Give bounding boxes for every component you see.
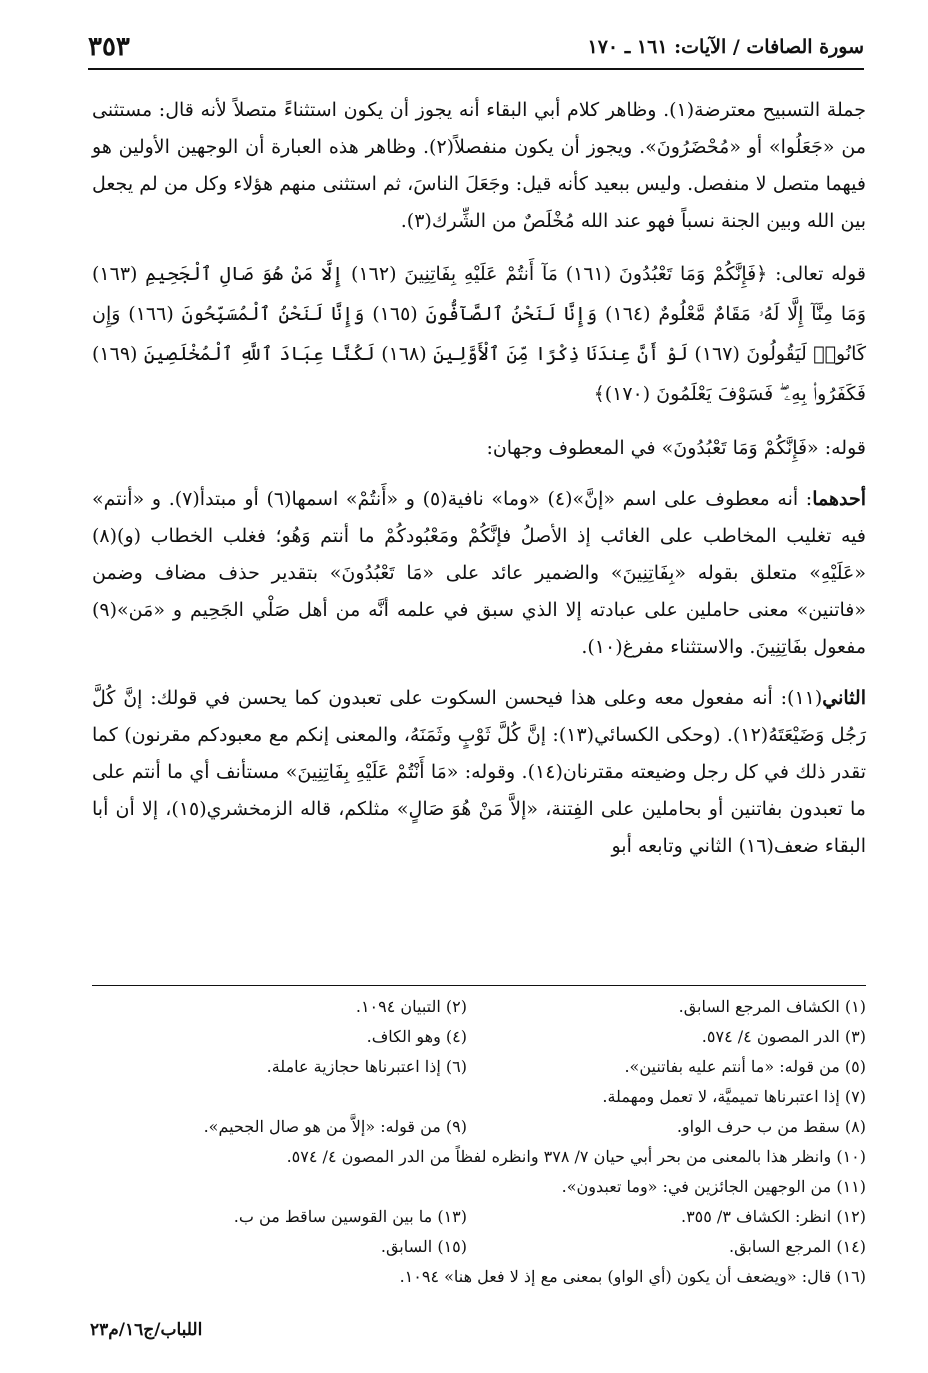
footnote: (١٥) السابق. (380, 1237, 467, 1256)
quran-block (92, 254, 866, 414)
footnote: (١٤) المرجع السابق. (728, 1237, 866, 1256)
footnote: (٩) من قوله: «إلاَّ من هو صال الجحيم». (203, 1117, 467, 1136)
first-view-text: : أنه معطوف على اسم «إنَّ»(٤) «وما» نافية(٥) و «أَنتُمْ» اسمها(٦) أو مبتدأ(٧). و «أنتم» فيه تغليب المخاطب على الغائب إذ الأصلُ فإنَّكُمْ ومَعْبُودكُمْ ما أنتم وَهُو؛ فغلب الخطاب (و)(٨) «عَلَيْهِ» متعلق بقوله «بِفَاتِنِينَ» والضمير عائد على «مَا تَعْبُدُونَ» بتقدير حذف مضاف وضمن «فاتنين» معنى حاملين على عبادته إلا الذي سبق في علمه أنَّه من أهل صَلْي الجَحِيم و «مَن»(٩) مفعول بفَاتِنِينَ. والاستثناء مفرغ(١٠). (92, 488, 866, 658)
footnote: (١٠) وانظر هذا بالمعنى من بحر أبي حيان ٧/ ٣٧٨ وانظره لفظاً من الدر المصون ٤/ ٥٧٤. (286, 1147, 866, 1166)
footnote: (١) الكشاف المرجع السابق. (678, 997, 866, 1016)
surah-title: سورة الصافات / الآيات: ١٦١ ـ ١٧٠ (587, 36, 864, 58)
footnote: (١١) من الوجهين الجائزين في: «وما تعبدون». (561, 1177, 866, 1196)
footnote: (٥) من قوله: «ما أنتم عليه بفاتنين». (624, 1057, 866, 1076)
footnote: (٦) إذا اعتبرناها حجازية عاملة. (266, 1057, 467, 1076)
footnote: (٨) سقط من ب حرف الواو. (676, 1117, 866, 1136)
paragraph-3 (92, 481, 866, 666)
signature-mark: اللباب/ج١٦/م٢٣ (90, 1320, 203, 1340)
quran-intro: قوله تعالى: (767, 263, 867, 285)
footnote: (٢) التبيان ١٠٩٤. (355, 997, 467, 1016)
page-number: ٣٥٣ (88, 32, 130, 62)
page-header (88, 26, 864, 70)
paragraph-2: قوله: «فَإِنَّكُمْ وَمَا تَعْبُدُونَ» في المعطوف وجهان: (486, 437, 866, 459)
footnote: (١٣) ما بين القوسين ساقط من ب. (233, 1207, 467, 1226)
first-view-label: أحدهما (812, 488, 867, 510)
footnotes (92, 985, 866, 1292)
second-view-label: الثاني (822, 687, 866, 709)
footnote: (٧) إذا اعتبرناها تميميَّة، لا تعمل ومهملة. (602, 1087, 866, 1106)
footnote: (٤) وهو الكاف. (366, 1027, 467, 1046)
quran-verses: ﴿فَإِنَّكُمْ وَمَا تَعْبُدُونَ (١٦١) مَآ أَنتُمْ عَلَيْهِ بِفَاتِنِينَ (١٦٢) إِلَّا مَنْ هُوَ صَالِ ٱلْجَحِيمِ (١٦٣) وَمَا مِنَّآ إِلَّا لَهُۥ مَقَامٌ مَّعْلُومٌ (١٦٤) وَإِنَّا لَنَحْنُ ٱلصَّآفُّونَ (١٦٥) وَإِنَّا لَنَحْنُ ٱلْمُسَبِّحُونَ (١٦٦) وَإِن كَانُوا۟ لَيَقُولُونَ (١٦٧) لَوْ أَنَّ عِندَنَا ذِكْرًا مِّنَ ٱلْأَوَّلِينَ (١٦٨) لَكُنَّا عِبَادَ ٱللَّهِ ٱلْمُخْلَصِينَ (١٦٩) فَكَفَرُوا۟ بِهِۦ ۖ فَسَوْفَ يَعْلَمُونَ (١٧٠)﴾ (92, 263, 867, 405)
main-text (92, 92, 866, 879)
footnote: (١٢) انظر: الكشاف ٣/ ٣٥٥. (680, 1207, 866, 1226)
second-view-text: (١١): أنه مفعول معه وعلى هذا فيحسن السكوت على تعبدون كما يحسن في قولك: إنَّ كُلَّ رَجُل وَضَيْعَتَهُ(١٢). (وحكى الكسائي(١٣): إنَّ كُلَّ ثَوْبٍ وثَمَنَهُ، والمعنى إنكم مع معبودكم مقرنون) كما تقدر ذلك في كل رجل وضيعته مقترنان(١٤). وقوله: «مَا أَنْتُمْ عَلَيْهِ بِفَاتِنِينَ» مستأنف أي ما أنتم على ما تعبدون بفاتنين أو بحاملين على الفِتنة، «إلاَّ مَنْ هُوَ صَالٍ» مثلكم، قاله الزمخشري(١٥)، إلا أن أبا البقاء ضعف(١٦) الثاني وتابعه أبو (92, 687, 867, 857)
paragraph-1: جملة التسبيح معترضة(١). وظاهر كلام أبي البقاء أنه يجوز أن يكون استثناءً متصلاً لأنه قال: مستثنى من «جَعَلُوا» أو «مُحْضَرُونَ». ويجوز أن يكون منفصلاً(٢). وظاهر هذه العبارة أن الوجهين الأولين هو فيهما متصل لا منفصل. وليس ببعيد كأنه قيل: وجَعَلَ الناسَ، ثم استثنى منهم هؤلاء وكل من لم يجعل بين الله وبين الجنة نسباً فهو عند الله مُخْلَصٌ من الشِّرك(٣). (92, 99, 867, 232)
footnote: (٣) الدر المصون ٤/ ٥٧٤. (701, 1027, 866, 1046)
footnote: (١٦) قال: «ويضعف أن يكون (أي الواو) بمعنى مع إذ لا فعل هنا» ١٠٩٤. (399, 1267, 866, 1286)
paragraph-4 (92, 680, 866, 865)
